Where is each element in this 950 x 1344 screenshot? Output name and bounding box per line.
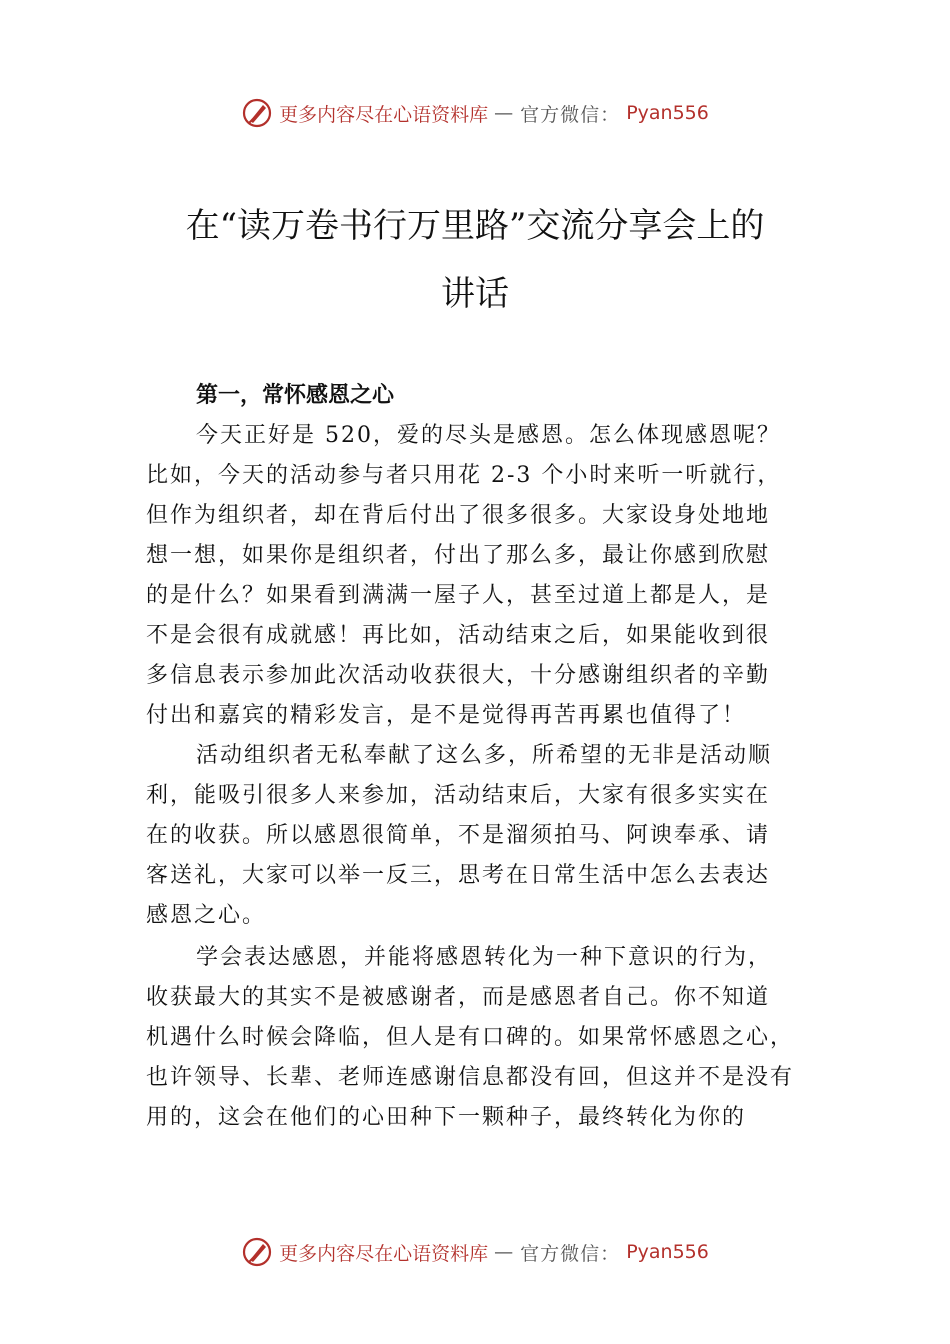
banner-wechat-label: 官方微信：: [520, 103, 621, 126]
document-title-line-2: 讲话: [441, 274, 509, 314]
paragraph-line: 但作为组织者，却在背后付出了很多很多。大家设身处地地: [146, 503, 771, 528]
paragraph-line: 在的收获。所以感恩很简单，不是溜须拍马、阿谀奉承、请: [146, 823, 771, 848]
paragraph-2: [146, 736, 816, 936]
paragraph-line: 比如，今天的活动参与者只用花 2-3 个小时来听一听就行，: [146, 463, 782, 488]
paragraph-line: 多信息表示参加此次活动收获很大，十分感谢组织者的辛勤: [146, 663, 771, 688]
banner-wechat-label: 官方微信：: [520, 1242, 621, 1265]
quill-logo-icon: [241, 97, 273, 129]
paragraph-line: 感恩之心。: [146, 903, 267, 928]
header-banner: [0, 93, 950, 133]
quill-logo-icon: [241, 1236, 273, 1268]
paragraph-3: [146, 938, 816, 1138]
paragraph-line: 今天正好是 520，爱的尽头是感恩。怎么体现感恩呢？: [196, 423, 781, 448]
paragraph-line: 付出和嘉宾的精彩发言，是不是觉得再苦再累也值得了！: [146, 703, 747, 728]
banner-library-text: 更多内容尽在心语资料库: [279, 1242, 489, 1265]
paragraph-line: 客送礼，大家可以举一反三，思考在日常生活中怎么去表达: [146, 863, 771, 888]
banner-wechat-id: Pyan556: [626, 1241, 709, 1263]
banner-library-text: 更多内容尽在心语资料库: [279, 103, 489, 126]
footer-banner: [0, 1232, 950, 1272]
section-heading: 第一，常怀感恩之心: [196, 383, 395, 408]
paragraph-1: [146, 416, 816, 736]
paragraph-line: 学会表达感恩，并能将感恩转化为一种下意识的行为，: [196, 945, 773, 970]
paragraph-line: 收获最大的其实不是被感谢者，而是感恩者自己。你不知道: [146, 985, 771, 1010]
paragraph-line: 机遇什么时候会降临，但人是有口碑的。如果常怀感恩之心，: [146, 1025, 795, 1050]
paragraph-line: 用的，这会在他们的心田种下一颗种子，最终转化为你的: [146, 1105, 747, 1130]
banner-dash: —: [494, 1241, 515, 1263]
document-title: [0, 192, 950, 328]
paragraph-line: 活动组织者无私奉献了这么多，所希望的无非是活动顺: [196, 743, 773, 768]
paragraph-line: 想一想，如果你是组织者，付出了那么多，最让你感到欣慰: [146, 543, 771, 568]
document-title-line-1: 在“读万卷书行万里路”交流分享会上的: [185, 206, 765, 246]
paragraph-line: 利，能吸引很多人来参加，活动结束后，大家有很多实实在: [146, 783, 771, 808]
paragraph-line: 不是会很有成就感！再比如，活动结束之后，如果能收到很: [146, 623, 771, 648]
banner-dash: —: [494, 102, 515, 124]
paragraph-line: 也许领导、长辈、老师连感谢信息都没有回，但这并不是没有: [146, 1065, 795, 1090]
paragraph-line: 的是什么？如果看到满满一屋子人，甚至过道上都是人，是: [146, 583, 771, 608]
banner-wechat-id: Pyan556: [626, 102, 709, 124]
